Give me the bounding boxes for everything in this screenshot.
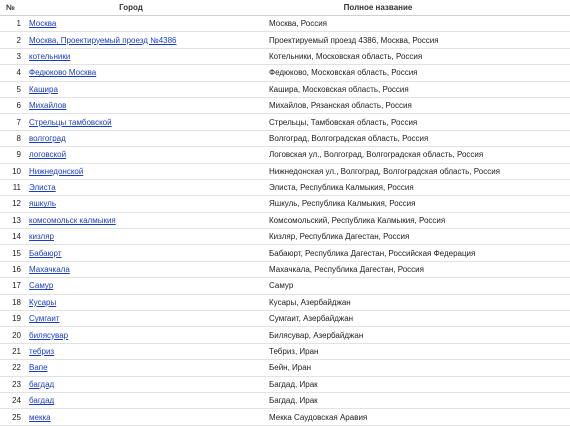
table-row: [0, 278, 570, 294]
full-name-cell: Багдад, Ирак: [266, 392, 570, 408]
city-link[interactable]: комсомольск калмыкия: [29, 215, 116, 225]
full-name-cell: Комсомольский, Республика Калмыкия, Россия: [266, 212, 570, 228]
row-number: 24: [0, 392, 26, 408]
city-cell: [26, 212, 266, 228]
table-body: [0, 16, 570, 426]
city-cell: [26, 81, 266, 97]
city-cell: [26, 229, 266, 245]
city-link[interactable]: Самур: [29, 281, 54, 291]
city-link[interactable]: волгоград: [29, 133, 66, 143]
city-link[interactable]: Кусары: [29, 297, 57, 307]
city-cell: [26, 392, 266, 408]
table-row: [0, 130, 570, 146]
city-cell: [26, 343, 266, 359]
full-name-cell: Яшкуль, Республика Калмыкия, Россия: [266, 196, 570, 212]
table-row: [0, 343, 570, 359]
table-row: [0, 97, 570, 113]
city-cell: [26, 327, 266, 343]
row-number: 22: [0, 360, 26, 376]
table-header: [0, 0, 570, 16]
full-name-cell: Федюково, Московская область, Россия: [266, 65, 570, 81]
table-row: [0, 196, 570, 212]
city-link[interactable]: Элиста: [29, 183, 56, 193]
row-number: 1: [0, 16, 26, 32]
full-name-cell: Проектируемый проезд 4386, Москва, Россия: [266, 32, 570, 48]
row-number: 2: [0, 32, 26, 48]
table-row: [0, 245, 570, 261]
city-cell: [26, 294, 266, 310]
row-number: 10: [0, 163, 26, 179]
row-number: 11: [0, 179, 26, 195]
city-cell: [26, 261, 266, 277]
table-row: [0, 32, 570, 48]
city-link[interactable]: Нижнедонской: [29, 166, 84, 176]
table-row: [0, 65, 570, 81]
full-name-cell: Багдад, Ирак: [266, 376, 570, 392]
header-row: [0, 0, 570, 16]
city-cell: [26, 130, 266, 146]
row-number: 16: [0, 261, 26, 277]
table-row: [0, 179, 570, 195]
row-number: 9: [0, 147, 26, 163]
table-row: [0, 376, 570, 392]
table-row: [0, 327, 570, 343]
city-link[interactable]: котельники: [29, 51, 71, 61]
city-link[interactable]: Бабаюрт: [29, 248, 62, 258]
table-row: [0, 163, 570, 179]
row-number: 8: [0, 130, 26, 146]
table-row: [0, 114, 570, 130]
row-number: 14: [0, 229, 26, 245]
city-link[interactable]: багдад: [29, 379, 55, 389]
city-cell: [26, 245, 266, 261]
full-name-cell: Кусары, Азербайджан: [266, 294, 570, 310]
city-cell: [26, 163, 266, 179]
table-row: [0, 212, 570, 228]
row-number: 6: [0, 97, 26, 113]
row-number: 18: [0, 294, 26, 310]
full-name-cell: Москва, Россия: [266, 16, 570, 32]
row-number: 5: [0, 81, 26, 97]
header-full-name: Полное название: [266, 0, 570, 16]
table-row: [0, 261, 570, 277]
row-number: 25: [0, 409, 26, 425]
row-number: 12: [0, 196, 26, 212]
row-number: 17: [0, 278, 26, 294]
full-name-cell: Кизляр, Республика Дагестан, Россия: [266, 229, 570, 245]
city-link[interactable]: билясувар: [29, 330, 69, 340]
city-link[interactable]: Махачкала: [29, 265, 70, 275]
row-number: 23: [0, 376, 26, 392]
full-name-cell: Логовская ул., Волгоград, Волгоградская область, Россия: [266, 147, 570, 163]
city-cell: [26, 65, 266, 81]
row-number: 3: [0, 48, 26, 64]
row-number: 4: [0, 65, 26, 81]
city-cell: [26, 196, 266, 212]
city-link[interactable]: тебриз: [29, 347, 55, 356]
table-row: [0, 147, 570, 163]
city-link[interactable]: Кашира: [29, 84, 58, 94]
row-number: 15: [0, 245, 26, 261]
city-cell: [26, 16, 266, 32]
full-name-cell: Махачкала, Республика Дагестан, Россия: [266, 261, 570, 277]
row-number: 19: [0, 311, 26, 327]
city-cell: [26, 409, 266, 425]
city-link[interactable]: Москва, Проектируемый проезд №4386: [29, 35, 177, 45]
full-name-cell: Самур: [266, 278, 570, 294]
full-name-cell: Бейн, Иран: [266, 360, 570, 376]
city-link[interactable]: Москва: [29, 19, 57, 29]
city-cell: [26, 147, 266, 163]
header-city: Город: [26, 0, 266, 16]
city-cell: [26, 376, 266, 392]
table-row: [0, 229, 570, 245]
city-link[interactable]: Вапе: [29, 363, 48, 373]
city-cell: [26, 48, 266, 64]
row-number: 7: [0, 114, 26, 130]
table-row: [0, 294, 570, 310]
full-name-cell: Котельники, Московская область, Россия: [266, 48, 570, 64]
row-number: 21: [0, 343, 26, 359]
city-cell: [26, 311, 266, 327]
full-name-cell: Волгоград, Волгоградская область, Россия: [266, 130, 570, 146]
city-cell: [26, 32, 266, 48]
table-row: [0, 48, 570, 64]
city-link[interactable]: логовской: [29, 150, 67, 160]
full-name-cell: Элиста, Республика Калмыкия, Россия: [266, 179, 570, 195]
table-row: [0, 81, 570, 97]
row-number: 13: [0, 212, 26, 228]
city-link[interactable]: Стрельцы тамбовской: [29, 117, 112, 127]
full-name-cell: Билясувар, Азербайджан: [266, 327, 570, 343]
table-row: [0, 409, 570, 425]
full-name-cell: Стрельцы, Тамбовская область, Россия: [266, 114, 570, 130]
row-number: 20: [0, 327, 26, 343]
header-number: №: [0, 0, 26, 16]
city-cell: [26, 278, 266, 294]
full-name-cell: Сумгаит, Азербайджан: [266, 311, 570, 327]
full-name-cell: Михайлов, Рязанская область, Россия: [266, 97, 570, 113]
table-row: [0, 360, 570, 376]
full-name-cell: Кашира, Московская область, Россия: [266, 81, 570, 97]
city-cell: [26, 114, 266, 130]
table-row: [0, 311, 570, 327]
full-name-cell: Мекка Саудовская Аравия: [266, 409, 570, 425]
city-link[interactable]: мекка: [29, 412, 51, 422]
city-link[interactable]: Сумгаит: [29, 314, 60, 324]
full-name-cell: Нижнедонская ул., Волгоград, Волгоградская область, Россия: [266, 163, 570, 179]
full-name-cell: Тебриз, Иран: [266, 343, 570, 359]
city-link[interactable]: Михайлов: [29, 101, 67, 111]
city-cell: [26, 360, 266, 376]
full-name-cell: Бабаюрт, Республика Дагестан, Российская Федерация: [266, 245, 570, 261]
table-row: [0, 392, 570, 408]
city-link[interactable]: Федюково Москва: [29, 68, 97, 78]
city-cell: [26, 97, 266, 113]
city-link[interactable]: кизляр: [29, 232, 54, 242]
city-link[interactable]: яшкуль: [29, 199, 56, 209]
city-cell: [26, 179, 266, 195]
city-link[interactable]: багдад: [29, 396, 55, 406]
table-row: [0, 16, 570, 32]
